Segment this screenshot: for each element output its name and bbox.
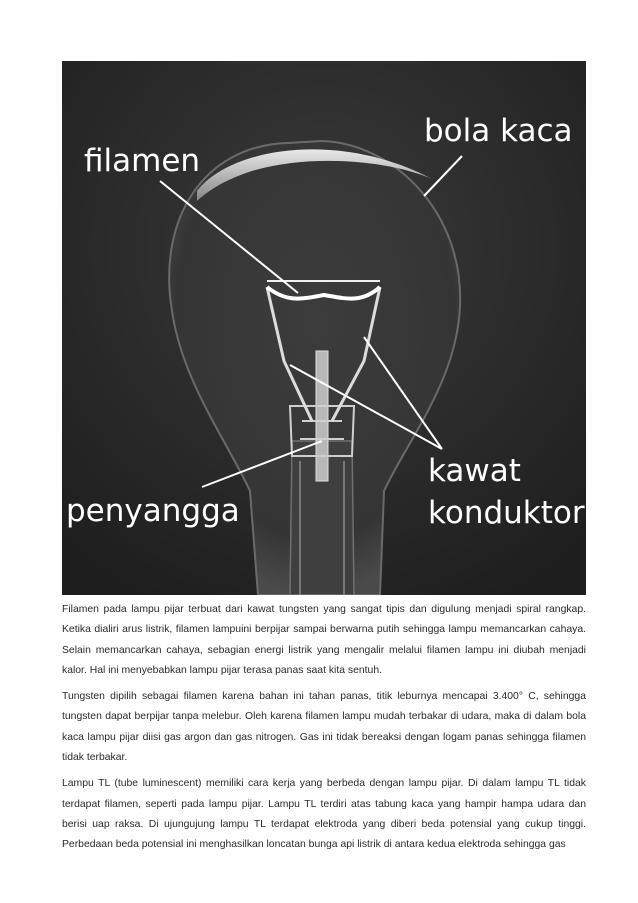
label-bola-kaca: bola kaca (424, 113, 573, 149)
label-penyangga: penyangga (66, 493, 240, 529)
support-rod (316, 351, 328, 481)
label-konduktor: konduktor (428, 495, 585, 531)
paragraph-2: Tungsten dipilih sebagai filamen karena bahan ini tahan panas, titik leburnya mencapai 3.400° C, sehingga tungsten dapat berpijar tanpa melebur. Oleh karena filamen lampu mudah terbakar di udara, maka di dalam bola kaca lampu pijar diisi gas argon dan gas nitrogen. Gas ini tidak bereaksi dengan logam panas sehingga filamen tidak terbakar. (62, 691, 586, 764)
light-bulb-figure (62, 61, 586, 595)
label-kawat: kawat (428, 453, 521, 489)
paragraph-3: Lampu TL (tube luminescent) memiliki cara kerja yang berbeda dengan lampu pijar. Di dalam lampu TL tidak terdapat filamen, seperti pada lampu pijar. Lampu TL terdiri atas tabung kaca yang hampir hampa udara dan berisi uap raksa. Di ujungujung lampu TL terdapat elektroda yang diberi beda potensial yang cukup tinggi. Perbedaan beda potensial ini menghasilkan loncatan bunga api listrik di antara kedua elektroda sehingga gas (62, 778, 586, 851)
paragraph-1: Filamen pada lampu pijar terbuat dari kawat tungsten yang sangat tipis dan digulung menjadi spiral rangkap. Ketika dialiri arus listrik, filamen lampuini berpijar sampai berwarna putih sehingga lampu memancarkan cahaya. Selain memancarkan cahaya, sebagian energi listrik yang mengalir melalui filamen lampu ini diubah menjadi kalor. Hal ini menyebabkan lampu pijar terasa panas saat kita sentuh. (62, 604, 586, 676)
light-bulb-illustration (62, 61, 586, 595)
body-text (62, 600, 586, 862)
label-filamen: filamen (84, 143, 201, 179)
